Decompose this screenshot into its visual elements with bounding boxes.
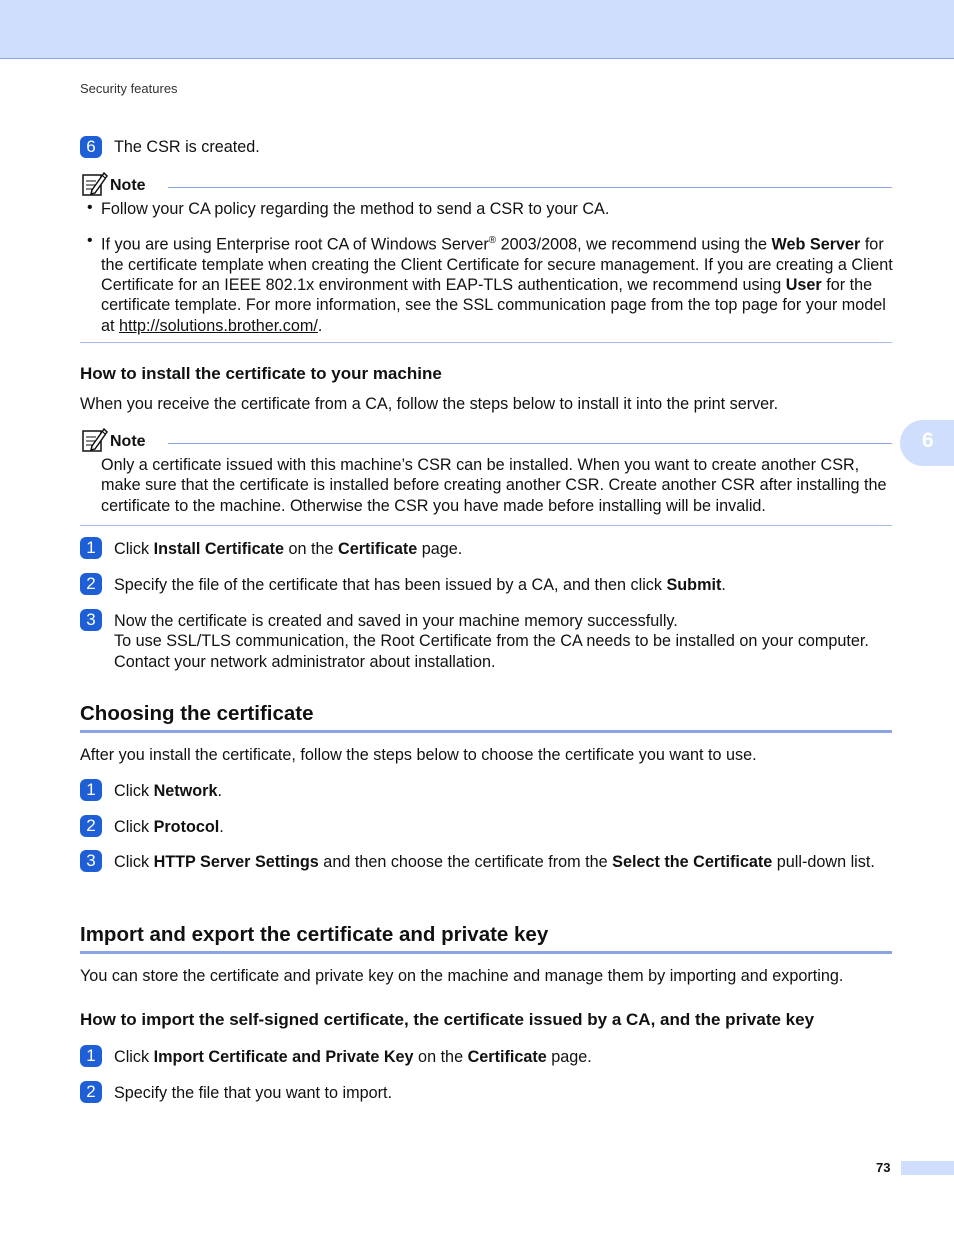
choosing-heading: Choosing the certificate	[80, 702, 314, 725]
note-header	[80, 426, 892, 454]
note-pencil-icon	[80, 170, 108, 198]
bold-term: Protocol	[153, 818, 220, 836]
text-run: on the	[413, 1048, 468, 1066]
note-pencil-icon	[80, 426, 108, 454]
solutions-link[interactable]: http://solutions.brother.com/	[119, 316, 318, 335]
bold-term: Import Certificate and Private Key	[153, 1048, 414, 1066]
install-intro: When you receive the certificate from a CA, follow the steps below to install it into the print server.	[80, 395, 779, 413]
text-run: for the certificate template when creating the Client Certificate for secure management. If you are creating a Client Certificate for an IEEE 802.1x environment with EAP-TLS authentication, we recommend using	[101, 235, 893, 294]
note-bullet-text: Follow your CA policy regarding the method to send a CSR to your CA.	[101, 200, 610, 218]
text-run: .	[219, 818, 224, 836]
step-text	[114, 539, 462, 559]
chapter-number: 6	[922, 429, 934, 452]
step-number-badge: 1	[80, 537, 102, 559]
text-run: and then choose the certificate from the	[318, 853, 613, 871]
note-rule	[168, 187, 892, 188]
text-run: for the certificate template. For more information, see the SSL communication page from the top page for your model at	[101, 275, 886, 335]
import-export-heading: Import and export the certificate and private key	[80, 923, 549, 946]
bold-term: HTTP Server Settings	[153, 853, 319, 871]
step-text	[114, 575, 726, 595]
bold-term: Certificate	[467, 1048, 547, 1066]
step-number-badge: 2	[80, 815, 102, 837]
text-line: Now the certificate is created and saved in your machine memory successfully.	[114, 612, 678, 630]
text-run: .	[217, 782, 222, 800]
text-run: Click	[114, 818, 154, 836]
install-heading: How to install the certificate to your machine	[80, 364, 442, 383]
section-rule	[80, 951, 892, 954]
text-run: page.	[417, 540, 463, 558]
text-run: Click	[114, 782, 154, 800]
step-number-badge: 3	[80, 609, 102, 631]
bold-term: Certificate	[338, 540, 418, 558]
choosing-intro: After you install the certificate, follow the steps below to choose the certificate you want to use.	[80, 746, 757, 764]
bold-term: Select the Certificate	[612, 853, 773, 871]
text-run: If you are using Enterprise root CA of Windows Server	[101, 235, 489, 254]
registered-mark: ®	[488, 235, 497, 246]
note-end-rule	[80, 525, 892, 526]
page-number-bar	[901, 1161, 954, 1175]
step-number-badge: 1	[80, 779, 102, 801]
bold-term: User	[785, 275, 822, 294]
step-number-badge: 6	[80, 136, 102, 158]
text-run: 2003/2008, we recommend using the	[496, 235, 772, 254]
step-text	[114, 817, 224, 837]
chapter-tab	[900, 420, 954, 466]
note-bullet-text	[101, 231, 893, 336]
bullet-dot: •	[87, 232, 93, 249]
note-header	[80, 170, 892, 198]
step-text	[114, 611, 892, 672]
bold-term: Submit	[666, 576, 722, 594]
bold-term: Web Server	[771, 235, 861, 254]
step-text	[114, 1047, 592, 1067]
text-run: page.	[546, 1048, 592, 1066]
text-run: on the	[284, 540, 339, 558]
step-text: Specify the file that you want to import.	[114, 1084, 393, 1102]
step-number-badge: 3	[80, 850, 102, 872]
text-run: .	[721, 576, 726, 594]
step-number-badge: 1	[80, 1045, 102, 1067]
page-number: 73	[876, 1160, 891, 1175]
text-run: Specify the file of the certificate that has been issued by a CA, and then click	[114, 576, 667, 594]
note-label: Note	[110, 433, 146, 450]
note-text: Only a certificate issued with this machine’s CSR can be installed. When you want to create another CSR, make sure that the certificate is installed before creating another CSR. Create another CSR after installing the certificate to the machine. Otherwise the CSR you have made before installing will be invalid.	[101, 456, 887, 515]
import-subheading: How to import the self-signed certificate, the certificate issued by a CA, and the private key	[80, 1010, 815, 1029]
bold-term: Install Certificate	[153, 540, 285, 558]
text-run: .	[317, 316, 323, 335]
text-run: Click	[114, 853, 154, 871]
step-number-badge: 2	[80, 1081, 102, 1103]
running-header: Security features	[80, 81, 178, 96]
text-line: To use SSL/TLS communication, the Root Certificate from the CA needs to be installed on your computer. Contact your network administrator about installation.	[114, 632, 869, 671]
bullet-dot: •	[87, 199, 93, 216]
text-run: pull-down list.	[772, 853, 875, 871]
step-text	[114, 781, 222, 801]
step-number-badge: 2	[80, 573, 102, 595]
section-rule	[80, 730, 892, 733]
note-label: Note	[110, 177, 146, 194]
bold-term: Network	[153, 782, 218, 800]
step-text	[114, 852, 892, 872]
text-run: Click	[114, 1048, 154, 1066]
top-header-band	[0, 0, 954, 59]
step-text: The CSR is created.	[114, 138, 260, 156]
note-rule	[168, 443, 892, 444]
text-run: Click	[114, 540, 154, 558]
note-end-rule	[80, 342, 892, 343]
import-export-intro: You can store the certificate and private key on the machine and manage them by importing and exporting.	[80, 967, 844, 985]
